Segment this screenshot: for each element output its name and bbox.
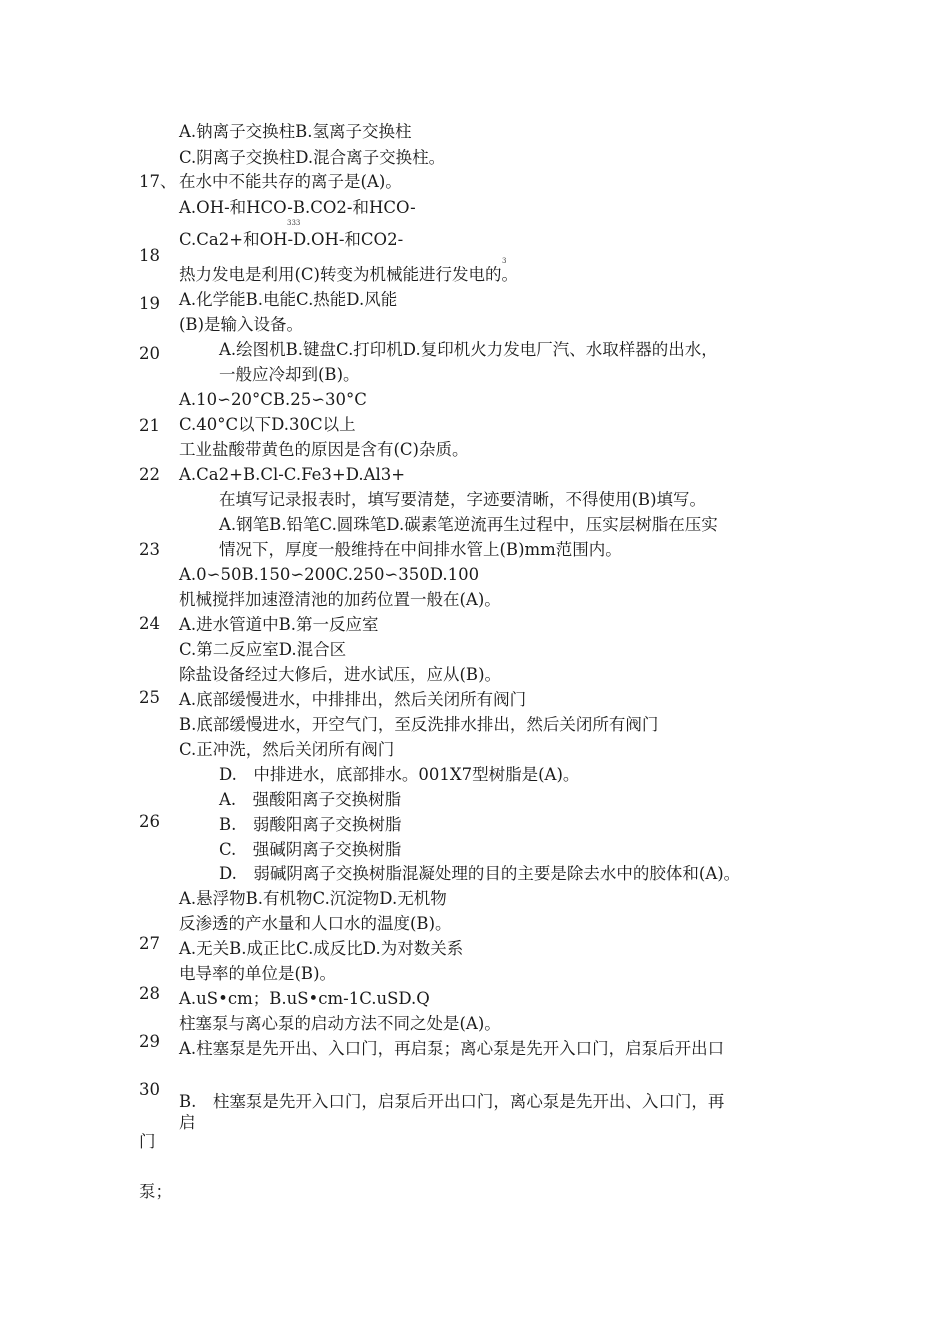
text-line: 工业盐酸带黄色的原因是含有(C)杂质。	[179, 440, 469, 459]
question-number: 23	[139, 540, 160, 559]
text-line: 热力发电是利用(C)转变为机械能进行发电的。	[179, 265, 518, 284]
text-line: A.OH-和HCO-B.CO2-和HCO-	[179, 198, 416, 217]
text-line: A. 强酸阳离子交换树脂	[219, 790, 402, 809]
text-line: B. 弱酸阳离子交换树脂	[219, 815, 402, 834]
text-line: (B)是输入设备。	[179, 315, 303, 334]
text-line: A.化学能B.电能C.热能D.风能	[179, 290, 398, 309]
question-number: 20	[139, 344, 160, 363]
page-fragment: 门	[139, 1132, 156, 1151]
question-number: 25	[139, 688, 160, 707]
question-number: 30	[139, 1080, 160, 1099]
question-number: 19	[139, 294, 160, 313]
text-line: 在填写记录报表时，填写要清楚，字迹要清晰，不得使用(B)填写。	[219, 490, 706, 509]
text-line: A.无关B.成正比C.成反比D.为对数关系	[179, 939, 464, 958]
text-line: C.Ca2+和OH-D.OH-和CO2-	[179, 230, 404, 249]
text-line: 电导率的单位是(B)。	[179, 964, 336, 983]
question-number: 27	[139, 934, 160, 953]
text-line: 在水中不能共存的离子是(A)。	[179, 172, 402, 191]
text-line: C.阴离子交换柱D.混合离子交换柱。	[179, 148, 446, 167]
text-line: 情况下，厚度一般维持在中间排水管上(B)mm范围内。	[219, 540, 622, 559]
text-line: A.进水管道中B.第一反应室	[179, 615, 379, 634]
question-number: 17、	[139, 172, 177, 191]
text-line: A.uS•cm；B.uS•cm-1C.uSD.Q	[179, 989, 430, 1008]
text-line: A.钢笔B.铅笔C.圆珠笔D.碳素笔逆流再生过程中，压实层树脂在压实	[219, 515, 718, 534]
text-line: 一般应冷却到(B)。	[219, 365, 360, 384]
subscript-fragment: 3	[502, 257, 507, 265]
question-number: 28	[139, 984, 160, 1003]
text-line: 柱塞泵与离心泵的启动方法不同之处是(A)。	[179, 1014, 501, 1033]
text-line: A.悬浮物B.有机物C.沉淀物D.无机物	[179, 889, 447, 908]
text-line: C.正冲洗，然后关闭所有阀门	[179, 740, 395, 759]
question-number: 21	[139, 416, 160, 435]
text-line: 反渗透的产水量和人口水的温度(B)。	[179, 914, 452, 933]
text-line: 除盐设备经过大修后，进水试压，应从(B)。	[179, 665, 501, 684]
question-number: 26	[139, 812, 160, 831]
question-number: 22	[139, 465, 160, 484]
text-line: A.Ca2+B.Cl-C.Fe3+D.Al3+	[179, 465, 406, 484]
text-line: A.钠离子交换柱B.氢离子交换柱	[179, 122, 412, 141]
question-number: 24	[139, 614, 160, 633]
question-number: 29	[139, 1032, 160, 1051]
subscript-fragment: 333	[287, 219, 301, 227]
text-line: A.柱塞泵是先开出、入口门，再启泵；离心泵是先开入口门，启泵后开出口	[179, 1039, 725, 1058]
text-line: C.40°C以下D.30C以上	[179, 415, 356, 434]
text-line: A.0∽50B.150∽200C.250∽350D.100	[179, 565, 480, 584]
text-line: 机械搅拌加速澄清池的加药位置一般在(A)。	[179, 590, 501, 609]
text-line: D. 弱碱阴离子交换树脂混凝处理的目的主要是除去水中的胶体和(A)。	[219, 864, 741, 883]
text-line: B.底部缓慢进水，开空气门，至反洗排水排出，然后关闭所有阀门	[179, 715, 659, 734]
text-line: A.绘图机B.键盘C.打印机D.复印机火力发电厂汽、水取样器的出水，	[219, 340, 718, 359]
text-line: C. 强碱阴离子交换树脂	[219, 840, 402, 859]
text-line: D. 中排进水，底部排水。001X7型树脂是(A)。	[219, 765, 580, 784]
text-line: C.第二反应室D.混合区	[179, 640, 347, 659]
text-line: A.10∽20°CB.25∽30°C	[179, 390, 367, 409]
question-number: 18	[139, 246, 160, 265]
text-line: A.底部缓慢进水，中排排出，然后关闭所有阀门	[179, 690, 527, 709]
text-line: 启	[179, 1113, 196, 1132]
page-fragment: 泵；	[139, 1182, 172, 1201]
text-line: B. 柱塞泵是先开入口门，启泵后开出口门，离心泵是先开出、入口门，再	[179, 1092, 725, 1111]
